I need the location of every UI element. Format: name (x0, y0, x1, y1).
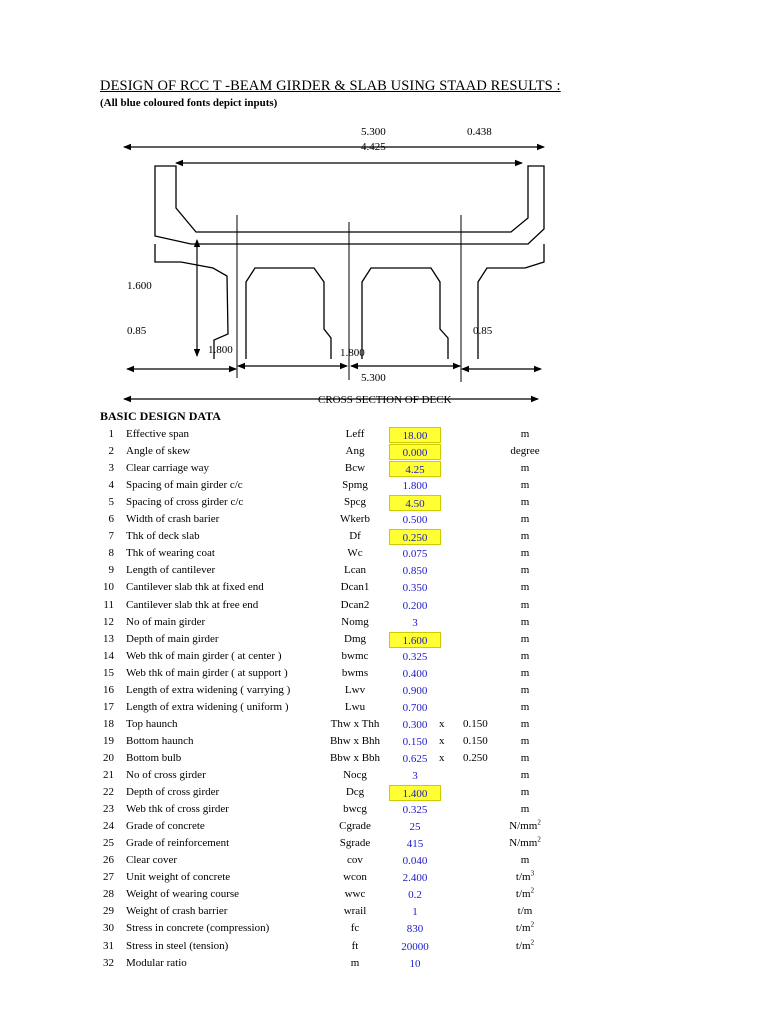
table-row (0, 461, 768, 478)
row-number: 30 (103, 922, 114, 935)
row-description: Weight of crash barrier (126, 905, 228, 918)
row-input-value[interactable]: 25 (409, 821, 421, 834)
row-number: 22 (103, 786, 114, 799)
row-description: Length of extra widening ( uniform ) (126, 700, 289, 713)
row-symbol: Wc (347, 547, 363, 560)
row-unit (486, 871, 564, 883)
table-row (0, 956, 768, 973)
row-number: 6 (108, 513, 114, 526)
page-subtitle: (All blue coloured fonts depict inputs) (100, 97, 278, 109)
row-times-sign: x (439, 751, 445, 764)
row-unit (486, 633, 564, 645)
row-unit-text: m (520, 581, 530, 594)
row-symbol: Nocg (343, 769, 367, 781)
row-unit-text: m (520, 751, 530, 764)
row-input-value[interactable]: 1 (412, 906, 418, 919)
row-unit-text: t/m (515, 871, 531, 884)
row-description: Clear cover (126, 854, 177, 867)
row-number: 2 (108, 445, 114, 458)
row-number: 9 (108, 564, 114, 577)
row-symbol: Spmg (342, 479, 368, 492)
row-unit-exponent: 2 (530, 937, 535, 946)
dim-top-3: 4.425 (361, 141, 386, 153)
row-number: 3 (108, 462, 114, 475)
table-row (0, 666, 768, 683)
table-row (0, 853, 768, 870)
row-unit (486, 513, 564, 525)
row-description: Thk of wearing coat (126, 547, 215, 560)
row-symbol: fc (350, 922, 360, 935)
row-input-value[interactable]: 0.350 (402, 582, 428, 595)
row-unit-text: m (520, 769, 530, 781)
row-unit-text: m (520, 803, 530, 816)
row-symbol: ft (351, 939, 359, 952)
row-unit-exponent: 2 (530, 920, 535, 929)
row-symbol: Lcan (344, 564, 366, 577)
row-unit (486, 854, 564, 866)
row-times-sign: x (439, 717, 445, 730)
row-unit-text: N/mm (509, 820, 538, 833)
table-row (0, 836, 768, 853)
row-number: 15 (103, 666, 114, 679)
table-row (0, 819, 768, 836)
table-row (0, 546, 768, 563)
row-description: No of main girder (126, 615, 206, 628)
row-input-value[interactable]: 0.625 (402, 752, 428, 765)
dim-cant-left: 0.85 (127, 325, 147, 337)
row-description: Stress in steel (tension) (126, 939, 229, 952)
row-description: Spacing of cross girder c/c (126, 496, 244, 509)
table-row (0, 717, 768, 734)
row-symbol: Thw x Thh (330, 717, 380, 730)
row-second-value: 0.150 (463, 734, 488, 747)
table-row (0, 683, 768, 700)
row-symbol: Lwv (344, 683, 366, 696)
row-description: Effective span (126, 428, 190, 440)
row-description: Depth of cross girder (126, 786, 220, 799)
row-input-value[interactable]: 20000 (401, 940, 429, 953)
dim-depth: 1.600 (127, 280, 152, 292)
row-description: Depth of main girder (126, 632, 219, 645)
row-input-value[interactable]: 10 (409, 957, 421, 970)
diagram-caption: CROSS SECTION OF DECK (318, 394, 452, 406)
row-input-value[interactable]: 415 (406, 838, 424, 851)
row-symbol: Ang (345, 445, 365, 458)
row-unit-text: t/m (515, 922, 531, 935)
page-title: DESIGN OF RCC T -BEAM GIRDER & SLAB USING STAAD RESULTS : (100, 78, 561, 94)
row-unit-text: m (520, 496, 530, 509)
row-unit-text: m (520, 530, 530, 543)
row-input-value[interactable]: 0.150 (402, 735, 428, 748)
row-input-value[interactable]: 0.040 (402, 855, 428, 868)
row-unit (486, 786, 564, 798)
row-number: 11 (103, 598, 114, 611)
deck-cross-section-diagram (0, 0, 768, 410)
row-input-value[interactable]: 1.800 (402, 480, 428, 493)
row-unit (486, 837, 564, 849)
table-row (0, 478, 768, 495)
row-unit (486, 479, 564, 491)
table-row (0, 563, 768, 580)
row-number: 4 (108, 479, 114, 492)
table-row (0, 580, 768, 597)
dim-spacing-1: 1.800 (208, 344, 233, 356)
row-description: Grade of reinforcement (126, 837, 230, 850)
row-input-value[interactable]: 0.200 (402, 599, 428, 612)
row-symbol: Lwu (344, 700, 366, 713)
row-input-value[interactable]: 0.700 (402, 701, 428, 714)
row-unit-text: N/mm (509, 837, 538, 850)
row-unit-text: m (520, 598, 530, 611)
row-input-value[interactable]: 0.300 (402, 718, 428, 731)
row-number: 23 (103, 803, 114, 816)
row-symbol: Bbw x Bbh (329, 751, 381, 764)
row-unit (486, 564, 564, 576)
row-description: Stress in concrete (compression) (126, 922, 270, 935)
row-unit-text: m (520, 479, 530, 492)
row-number: 21 (103, 769, 114, 781)
row-input-value[interactable]: 0.250 (389, 529, 441, 545)
row-number: 24 (103, 820, 114, 833)
row-symbol: Dcan2 (340, 598, 370, 611)
row-unit (486, 905, 564, 917)
table-row (0, 904, 768, 921)
row-description: Cantilever slab thk at free end (126, 598, 259, 611)
row-unit (486, 769, 564, 781)
table-row (0, 444, 768, 461)
row-unit (486, 445, 564, 457)
row-input-value[interactable]: 0.325 (402, 804, 428, 817)
row-description: Cantilever slab thk at fixed end (126, 581, 264, 594)
row-input-value[interactable]: 2.400 (402, 872, 428, 885)
dim-spacing-2: 1.800 (340, 347, 365, 359)
row-symbol: wrail (343, 905, 367, 918)
row-unit (486, 922, 564, 934)
dim-cant-right: 0.85 (473, 325, 493, 337)
row-number: 28 (103, 888, 114, 901)
row-times-sign: x (439, 734, 445, 747)
row-unit-exponent: 2 (537, 835, 541, 844)
row-symbol: wcon (343, 871, 367, 884)
row-input-value[interactable]: 4.25 (389, 461, 441, 477)
table-row (0, 768, 768, 785)
table-row (0, 939, 768, 956)
table-row (0, 802, 768, 819)
row-symbol: Bcw (344, 462, 366, 475)
row-input-value[interactable]: 0.325 (402, 650, 428, 663)
row-number: 32 (103, 956, 114, 969)
row-unit-text: m (520, 615, 530, 628)
table-row (0, 512, 768, 529)
row-number: 17 (103, 700, 114, 713)
row-number: 13 (103, 632, 114, 645)
row-unit-text: m (520, 513, 530, 526)
table-row (0, 649, 768, 666)
row-unit-text: degree (510, 445, 540, 458)
row-unit-text: m (520, 428, 530, 440)
row-unit (486, 937, 564, 952)
table-row (0, 751, 768, 768)
row-input-value[interactable]: 1.600 (389, 632, 441, 648)
row-number: 18 (103, 717, 114, 730)
row-unit-text: m (520, 700, 530, 713)
row-unit (486, 701, 564, 713)
row-symbol: Dcg (345, 786, 365, 799)
row-unit (486, 428, 564, 440)
row-description: Angle of skew (126, 445, 191, 458)
table-row (0, 427, 768, 444)
row-number: 25 (103, 837, 114, 850)
row-number: 7 (108, 530, 114, 543)
row-unit-text: m (520, 547, 530, 560)
row-unit (486, 616, 564, 628)
row-unit (486, 684, 564, 696)
row-number: 5 (108, 496, 114, 509)
row-unit-text: m (520, 564, 530, 577)
row-unit (486, 667, 564, 679)
row-symbol: m (350, 956, 360, 969)
row-unit-text: m (520, 734, 530, 747)
row-unit (486, 530, 564, 542)
row-number: 16 (103, 683, 114, 696)
row-unit (486, 803, 564, 815)
row-description: Length of cantilever (126, 564, 216, 577)
row-symbol: Leff (345, 428, 365, 440)
row-description: Grade of concrete (126, 820, 205, 833)
row-symbol: Dcan1 (340, 581, 370, 594)
table-row (0, 529, 768, 546)
row-input-value[interactable]: 3 (412, 770, 418, 782)
row-input-value[interactable]: 830 (406, 923, 424, 936)
row-unit-text: t/m (515, 888, 531, 901)
row-unit-text: m (520, 462, 530, 475)
row-symbol: Wkerb (340, 513, 370, 526)
row-unit (486, 888, 564, 900)
row-description: Modular ratio (126, 956, 187, 969)
table-row (0, 632, 768, 649)
row-input-value[interactable]: 0.000 (389, 444, 441, 460)
dim-top-1: 5.300 (361, 126, 386, 138)
row-number: 12 (103, 615, 114, 628)
row-unit-text: m (520, 786, 530, 799)
row-description: Length of extra widening ( varrying ) (126, 683, 291, 696)
row-unit (486, 599, 564, 611)
section-title: BASIC DESIGN DATA (100, 409, 221, 423)
row-symbol: Df (349, 530, 361, 543)
dim-top-2: 0.438 (467, 126, 492, 138)
row-description: Web thk of main girder ( at support ) (126, 666, 288, 679)
row-number: 31 (103, 939, 114, 952)
row-unit-text: t/m (517, 905, 533, 918)
row-description: Bottom bulb (126, 751, 182, 764)
table-row (0, 700, 768, 717)
row-symbol: cov (347, 854, 363, 867)
row-input-value[interactable]: 1.400 (389, 785, 441, 801)
table-row (0, 887, 768, 904)
row-description: Weight of wearing course (126, 888, 240, 901)
row-number: 19 (103, 734, 114, 747)
row-unit-exponent: 2 (537, 818, 541, 827)
row-symbol: Cgrade (339, 820, 371, 833)
row-description: Unit weight of concrete (126, 871, 231, 884)
row-unit-text: m (520, 717, 530, 730)
row-symbol: Nomg (341, 615, 369, 628)
row-unit (486, 462, 564, 474)
row-second-value: 0.150 (463, 717, 488, 730)
row-unit-exponent: 3 (530, 869, 535, 878)
row-number: 26 (103, 854, 114, 867)
row-input-value[interactable]: 0.400 (402, 667, 428, 680)
row-unit (486, 752, 564, 764)
row-unit-text: m (520, 666, 530, 679)
row-description: Thk of deck slab (126, 530, 200, 543)
row-symbol: Bhw x Bhh (329, 734, 381, 747)
table-row (0, 921, 768, 938)
row-input-value[interactable]: 0.075 (402, 548, 428, 561)
row-description: Spacing of main girder c/c (126, 479, 243, 492)
row-unit (486, 735, 564, 747)
row-number: 10 (103, 581, 114, 594)
row-input-value[interactable]: 18.00 (389, 427, 441, 443)
row-input-value[interactable]: 0.850 (402, 565, 428, 578)
row-description: Width of crash barier (126, 513, 220, 526)
table-row (0, 734, 768, 751)
row-description: No of cross girder (126, 769, 206, 781)
row-number: 1 (108, 428, 114, 440)
row-unit-exponent: 2 (530, 886, 535, 895)
row-unit (486, 820, 564, 832)
row-symbol: bwmc (341, 649, 369, 662)
table-row (0, 598, 768, 615)
row-symbol: Spcg (344, 496, 366, 509)
row-symbol: bwms (341, 666, 369, 679)
row-number: 27 (103, 871, 114, 884)
row-unit-text: m (520, 649, 530, 662)
table-row (0, 870, 768, 887)
row-description: Web thk of cross girder (126, 803, 229, 816)
table-row (0, 785, 768, 802)
row-symbol: Sgrade (339, 837, 371, 850)
row-number: 14 (103, 649, 114, 662)
row-unit-text: m (520, 854, 530, 867)
row-unit (486, 581, 564, 593)
row-input-value[interactable]: 0.900 (402, 684, 428, 697)
row-description: Bottom haunch (126, 734, 194, 747)
dim-bottom: 5.300 (361, 372, 386, 384)
row-symbol: wwc (344, 888, 366, 901)
row-number: 20 (103, 751, 114, 764)
table-row (0, 495, 768, 512)
row-unit-text: t/m (515, 939, 531, 952)
row-number: 29 (103, 905, 114, 918)
row-unit (486, 718, 564, 730)
row-description: Clear carriage way (126, 462, 210, 475)
row-symbol: Dmg (344, 632, 366, 645)
row-input-value[interactable]: 4.50 (389, 495, 441, 511)
row-input-value[interactable]: 0.500 (402, 514, 428, 527)
row-input-value[interactable]: 0.2 (408, 889, 422, 902)
row-second-value: 0.250 (463, 751, 488, 764)
row-description: Top haunch (126, 717, 178, 730)
table-row (0, 615, 768, 632)
row-number: 8 (108, 547, 114, 560)
row-unit-text: m (520, 683, 530, 696)
row-unit-text: m (520, 632, 530, 645)
row-symbol: bwcg (343, 803, 367, 816)
row-unit (486, 547, 564, 559)
row-unit (486, 650, 564, 662)
row-description: Web thk of main girder ( at center ) (126, 649, 282, 662)
row-input-value[interactable]: 3 (412, 616, 418, 629)
row-unit (486, 496, 564, 508)
